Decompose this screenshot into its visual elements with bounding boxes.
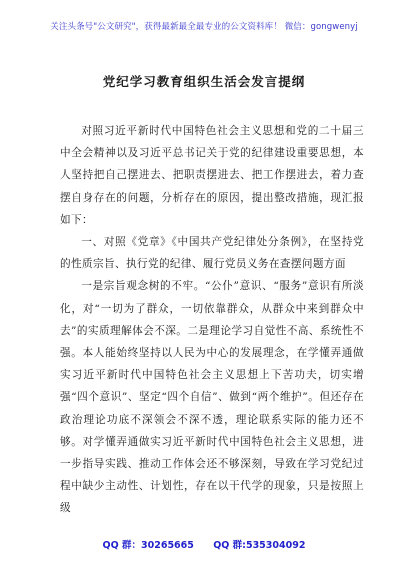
footer-qq-group-1: QQ 群：30265665 (102, 540, 194, 551)
paragraph-problems: 一是宗旨观念树的不牢。“公仆”意识、“服务”意识有所淡化，对“一切为了群众，一切依靠群众，从群众中来到群众中去”的实质理解体会不深。二是理论学习自觉性不高、系统性不强。本人能始终坚持以人民为中心的发展理念，在学懂弄通做实习近平新时代中国特色社会主义思想上下苦功夫，切实增强“四个意识”、坚定“四个自信”、做到“两个维护”。但还存在政治理论功底不深领会不深不透，理论联系实际的能力还不够。对学懂弄通做实习近平新时代中国特色社会主义思想，进一步指导实践、推动工作体会还不够深刻，导致在学习党纪过程中缺少主动性、计划性，存在以干代学的现象，只是按照上级 (60, 280, 364, 515)
paragraph-intro: 对照习近平新时代中国特色社会主义思想和党的二十届三中全会精神以及习近平总书记关于党的纪律建设重要思想，本人坚持把自己摆进去、把职责摆进去、把工作摆进去，着力查摆自身存在的问题，分析存在的原因，提出整改措施，现汇报如下： (60, 125, 364, 226)
footer (0, 537, 408, 551)
header-note: 关注头条号"公文研究"，获得最新最全最专业的公文资料库！ 微信：gongwenyj (50, 22, 358, 32)
paragraph-section-one-heading: 一、对照《党章》《中国共产党纪律处分条例》，在坚持党的性质宗旨、执行党的纪律、履行党员义务在查摆问题方面 (60, 236, 364, 271)
footer-qq-group-2: QQ 群:535304092 (213, 540, 306, 551)
document-title: 党纪学习教育组织生活会发言提纲 (102, 74, 306, 89)
document-body (60, 120, 364, 520)
